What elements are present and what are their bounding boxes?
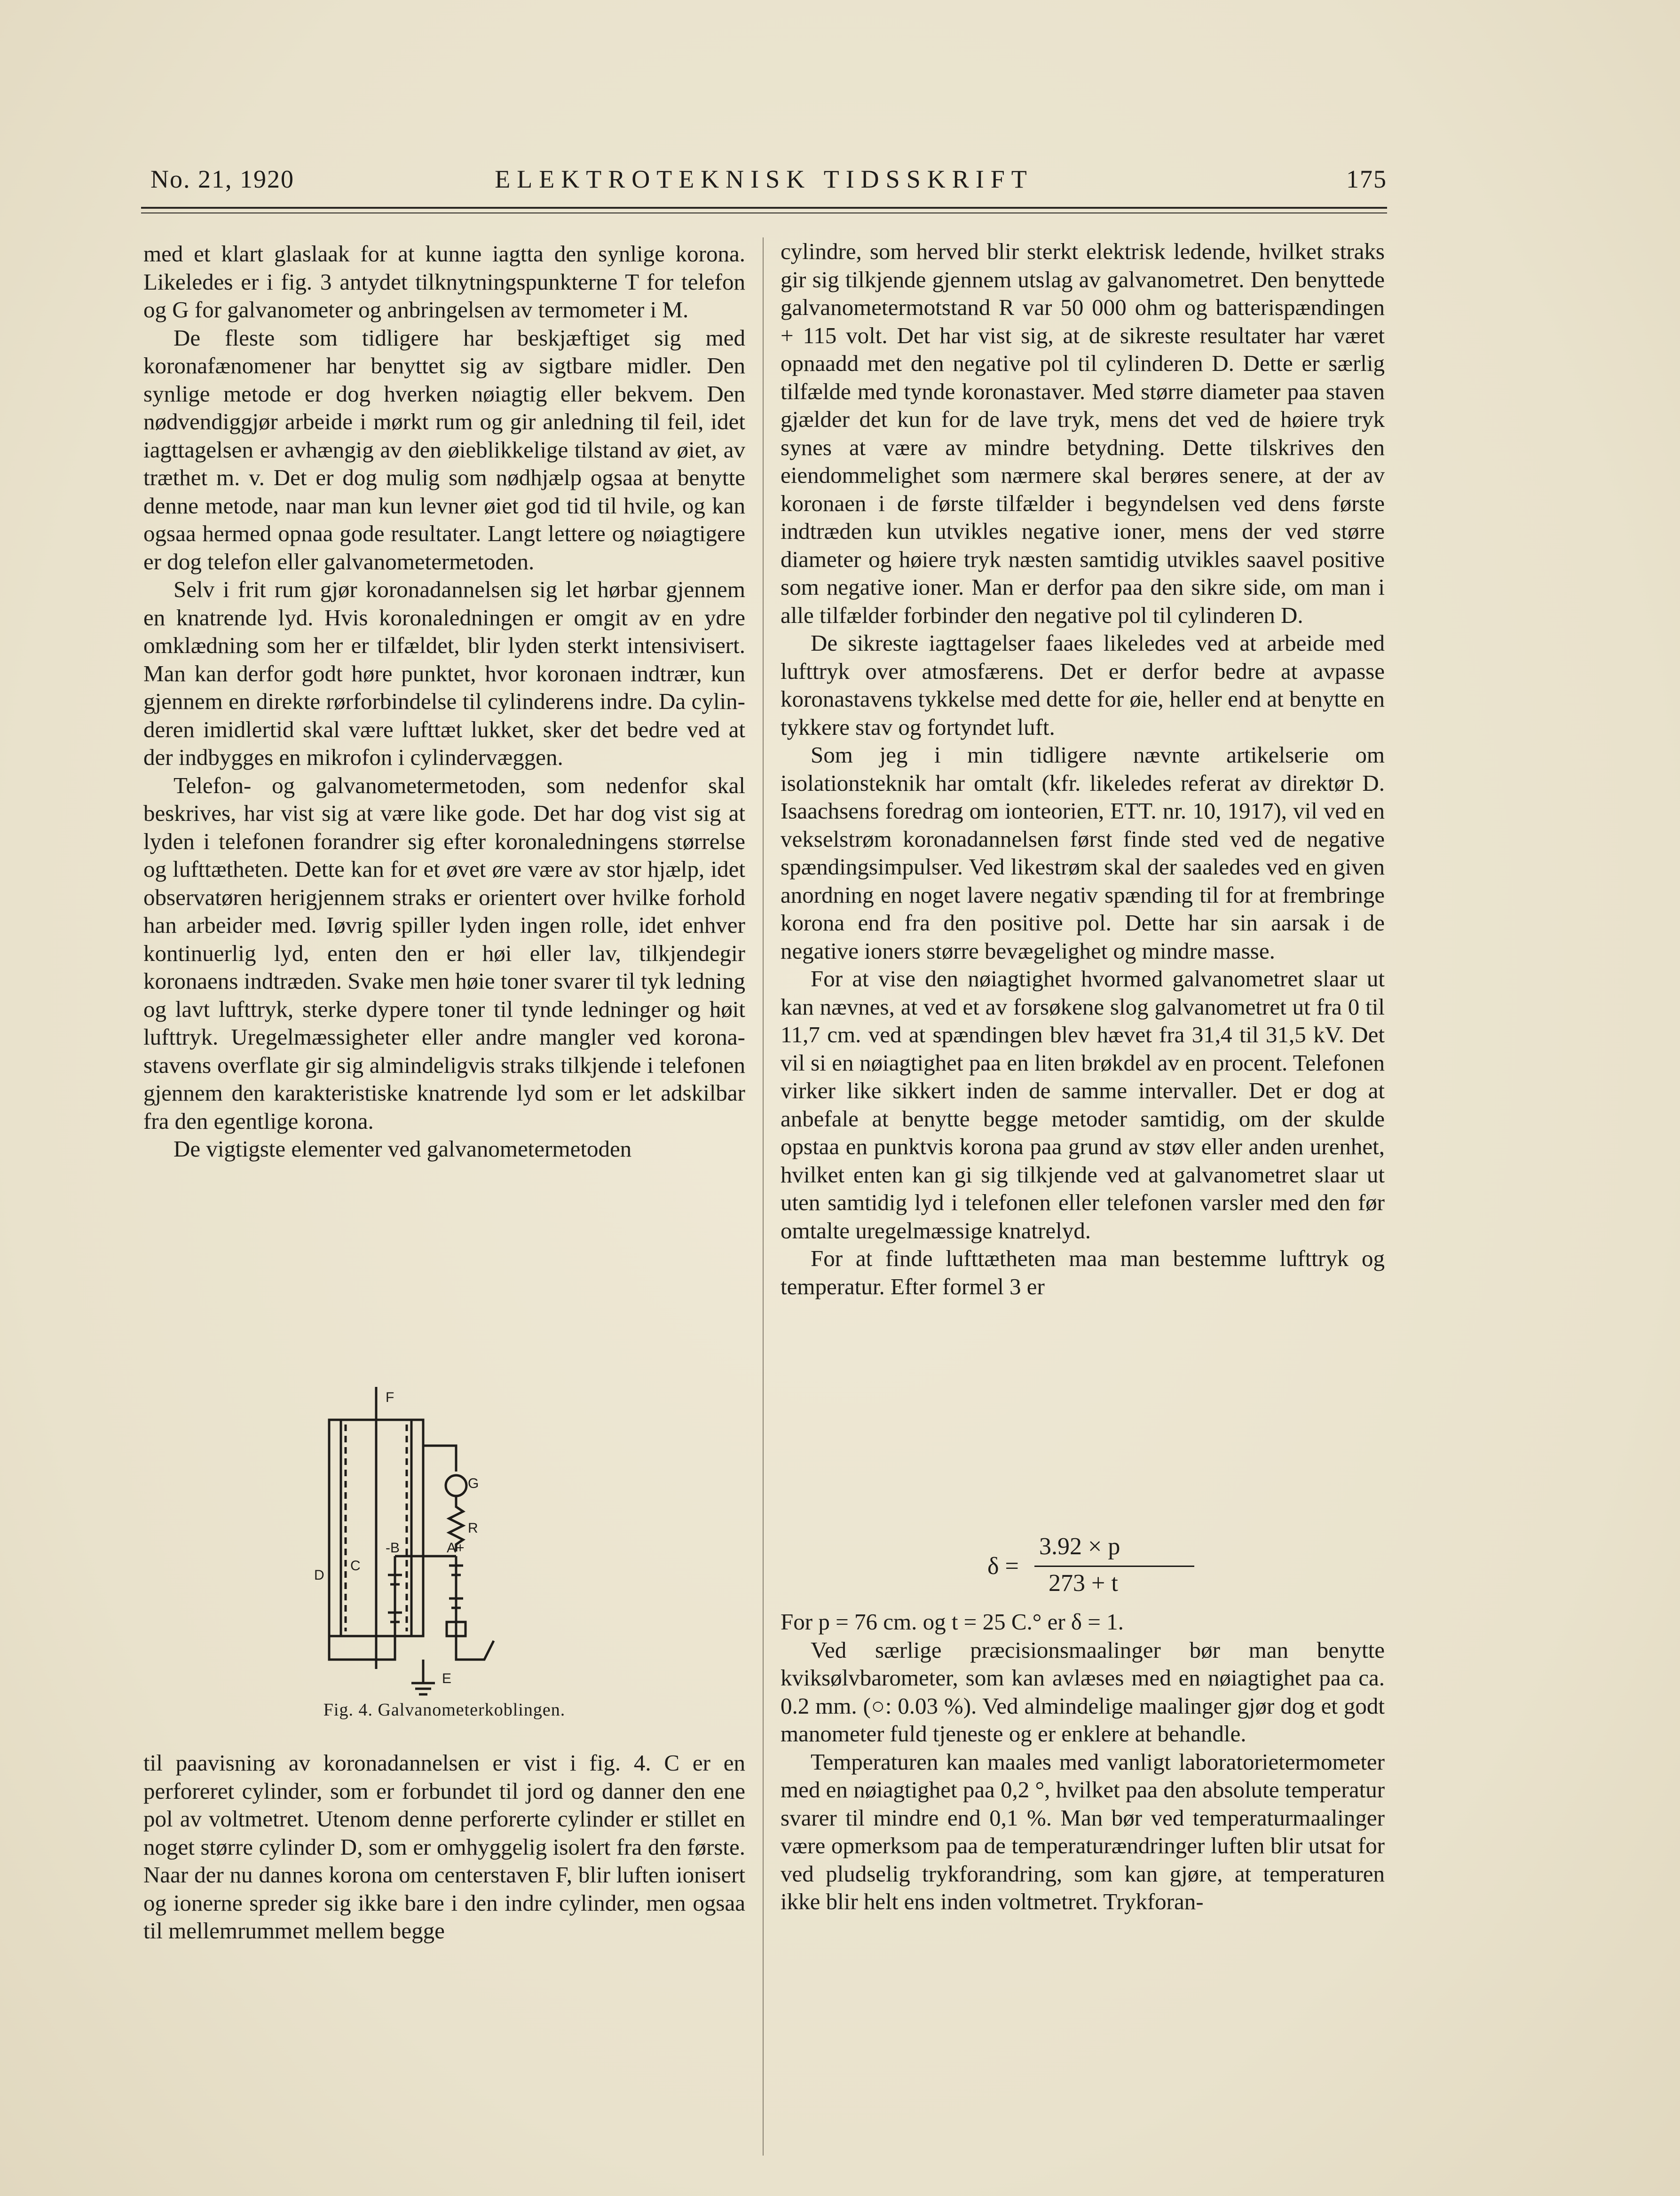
formula-numerator: 3.92 × p — [1039, 1533, 1120, 1560]
galvanometer-circuit-figure — [301, 1377, 602, 1697]
page-header — [141, 155, 1387, 207]
paragraph: For at finde lufttætheten maa man bestemme lufttryk og temperatur. Efter formel 3 er — [781, 1245, 1385, 1299]
label-c: C — [350, 1558, 361, 1574]
label-f: F — [386, 1390, 394, 1405]
density-formula — [987, 1533, 1270, 1603]
column-divider — [763, 237, 764, 2156]
paragraph: De fleste som tidligere har beskjæftiget sig med koronafænomener har benyttet sig av sigtbare midler. Den synlige metode er dog hverken nøiagtig eller bekvem. Den nødvendiggjør arbeide i mørkt rum og gir anledning til feil, idet iagttagelsen er avhængig av den øieblikkelige tilstand av øiet, av træthet m. v. Det er dog mulig som nødhjælp ogsaa at benytte denne metode, naar man kun levner øiet god tid til hvile, og kan ogsaa hermed opnaa gode resultater. Langt lettere og nøiagtigere er dog telefon eller galvanometermetoden. — [143, 324, 745, 575]
label-g: G — [468, 1476, 479, 1491]
paragraph: Temperaturen kan maales med vanligt laboratorietermometer med en nøiagtighet paa 0,2 °, hvilket paa den absolute temperatur svarer til mindre end 0,1 %. Man bør ved temperaturmaalinger være opmerksom paa de temperaturændringer luften blir utsat for ved pludselig trykforandring, som kan gjøre, at temperaturen ikke blir helt ens inden voltmetret. Trykforan- — [781, 1748, 1385, 1914]
paragraph: cylindre, som herved blir sterkt elektrisk ledende, hvilket straks gir sig tilkjende gjennem utslag av galvanometret. Den benyttede galvanometermotstand R var 50 000 ohm og batterispændingen + 115 volt. Det har vist sig, at de sikreste resultater har været opnaadd met den negative pol til cylinderen D. Dette er særlig tilfælde med tynde koronastaver. Med større diameter paa staven gjælder det kun for de lave tryk, mens det ved de høiere tryk synes at være av mindre betydning. Dette tilskrives den eiendommelighet som nærmere skal berøres senere, at der av koronaen i de første tilfælder i begyndelsen ved dens første indtræden kun utvikles negative ioner, mens der ved større diameter og høiere tryk næsten samtidig utvikles saavel positive som negative ioner. Man er derfor paa den sikre side, om man i alle tilfælder forbinder den negative pol til cylinderen D. — [781, 238, 1385, 628]
figure-caption: Fig. 4. Galvanometerkoblingen. — [323, 1700, 566, 1720]
label-a: A+ — [447, 1540, 465, 1556]
galvanometer-symbol — [446, 1475, 466, 1496]
journal-title: ELEKTROTEKNISK TIDSSKRIFT — [495, 165, 1033, 193]
paragraph: For at vise den nøiagtighet hvormed galvanometret slaar ut kan nævnes, at ved et av forsøkene slog galvanometret ut fra 0 til 11,7 cm. ved at spændingen blev hævet fra 31,4 til 31,5 kV. Det vil si en nøiagtighet paa en liten brøkdel av en procent. Telefonen virker like sikkert inden de samme intervaller. Det er dog at anbefale at benytte begge metoder samtidig, om der skulde opstaa en punktvis korona paa grund av støv eller anden urenhet, hvilket enten kan gi sig tilkjende ved at galvanometret slaar ut uten samtidig lyd i telefonen eller telefonen varsler med den før omtalte uregelmæssige knatrelyd. — [781, 966, 1385, 1244]
paragraph: Ved særlige præcisionsmaalinger bør man benytte kviksølvbarometer, som kan avlæses med en nøiagtighet paa ca. 0.2 mm. (○: 0.03 %). Ved almindelige maalinger gjør dog et godt manometer fuld tjeneste og er enklere at behandle. — [781, 1637, 1385, 1747]
label-b: -B — [386, 1540, 400, 1556]
paragraph: med et klart glaslaak for at kunne iagtta den synlige korona. Likeledes er i fig. 3 antydet tilknytningspunkterne T for telefon og G for galvanometer og anbringelsen av termometer i M. — [143, 241, 745, 323]
label-d: D — [314, 1567, 324, 1583]
paragraph: Selv i frit rum gjør koronadannelsen sig let hørbar gjennem en knatrende lyd. Hvis koronaledningen er omgit av en ydre omklædning som her er tilfældet, blir lyden sterkt intensivisert. Man kan derfor godt høre punktet, hvor koronaen indtrær, kun gjennem en direkte rørforbindelse til cylinderens indre. Da cylinderen imidlertid skal være lufttæt lukket, sker det bedre ved at der indbygges en mikrofon i cylindervæggen. — [143, 576, 745, 770]
label-e: E — [442, 1671, 452, 1686]
formula-denominator: 273 + t — [1049, 1570, 1118, 1597]
fraction-bar — [1034, 1566, 1194, 1567]
paragraph: De sikreste iagttagelser faaes likeledes ved at arbeide med lufttryk over atmosfærens. Det er derfor bedre at avpasse koronastavens tykkelse med dette for øie, heller end at benytte en tykkere stav og fortyndet luft. — [781, 630, 1385, 740]
paragraph: til paavisning av koronadannelsen er vist i fig. 4. C er en perforeret cylinder, som er forbundet til jord og danner den ene pol av voltmetret. Utenom denne perforerte cylinder er stillet en noget større cylinder D, som er omhyggelig isolert fra den første. Naar der nu dannes korona om centerstaven F, blir luften ionisert og ionerne spreder sig ikke bare i den indre cylinder, men ogsaa til mellemrummet mellem begge — [143, 1750, 745, 1944]
label-r: R — [468, 1520, 478, 1536]
left-column-continued — [143, 1749, 745, 1945]
left-column — [143, 240, 745, 1163]
right-column — [781, 237, 1385, 1300]
circuit-diagram — [301, 1377, 602, 1697]
paragraph: For p = 76 cm. og t = 25 C.° er δ = 1. — [781, 1609, 1124, 1635]
right-column-continued — [781, 1608, 1385, 1916]
issue-number: No. 21, 1920 — [150, 165, 294, 193]
page-number: 175 — [1346, 165, 1387, 193]
header-rule — [141, 207, 1387, 209]
formula-lhs: δ = — [987, 1553, 1019, 1580]
paragraph: Telefon- og galvanometermetoden, som nedenfor skal beskrives, har vist sig at være like gode. Det har dog vist sig at lyden i telefonen forandrer sig efter koronaledningens størrelse og lufttætheten. Dette kan for et øvet øre være av stor hjælp, idet observatøren herigjennem straks er orientert over hvilke forhold han arbeider med. Iøvrig spiller lyden ingen rolle, idet enhver kontinuerlig lyd, enten den er høi eller lav, tilkjendegir koronaens indtræden. Svake men høie toner svarer til tyk ledning og lavt lufttryk, sterke dypere toner til tynde ledninger og høit lufttryk. Uregelmæssigheter eller andre mangler ved koronastavens overflate gir sig almindeligvis straks tilkjende i telefonen gjennem den karakteristiske knatrende lyd som er let adskilbar fra den egentlige korona. — [143, 772, 745, 1134]
paragraph: De vigtigste elementer ved galvanometermetoden — [174, 1136, 632, 1162]
paragraph: Som jeg i min tidligere nævnte artikelserie om isolationsteknik har omtalt (kfr. likeledes referat av direktør D. Isaachsens foredrag om ionteorien, ETT. nr. 10, 1917), vil ved en vekselstrøm koronadannelsen først finde sted ved de negative spændingsimpulser. Ved likestrøm skal der saaledes ved en given anordning en noget lavere negativ spænding til for at frembringe korona end fra den positive pol. Dette har sin aarsak i de negative ioners større bevægelighet og mindre masse. — [781, 742, 1385, 964]
